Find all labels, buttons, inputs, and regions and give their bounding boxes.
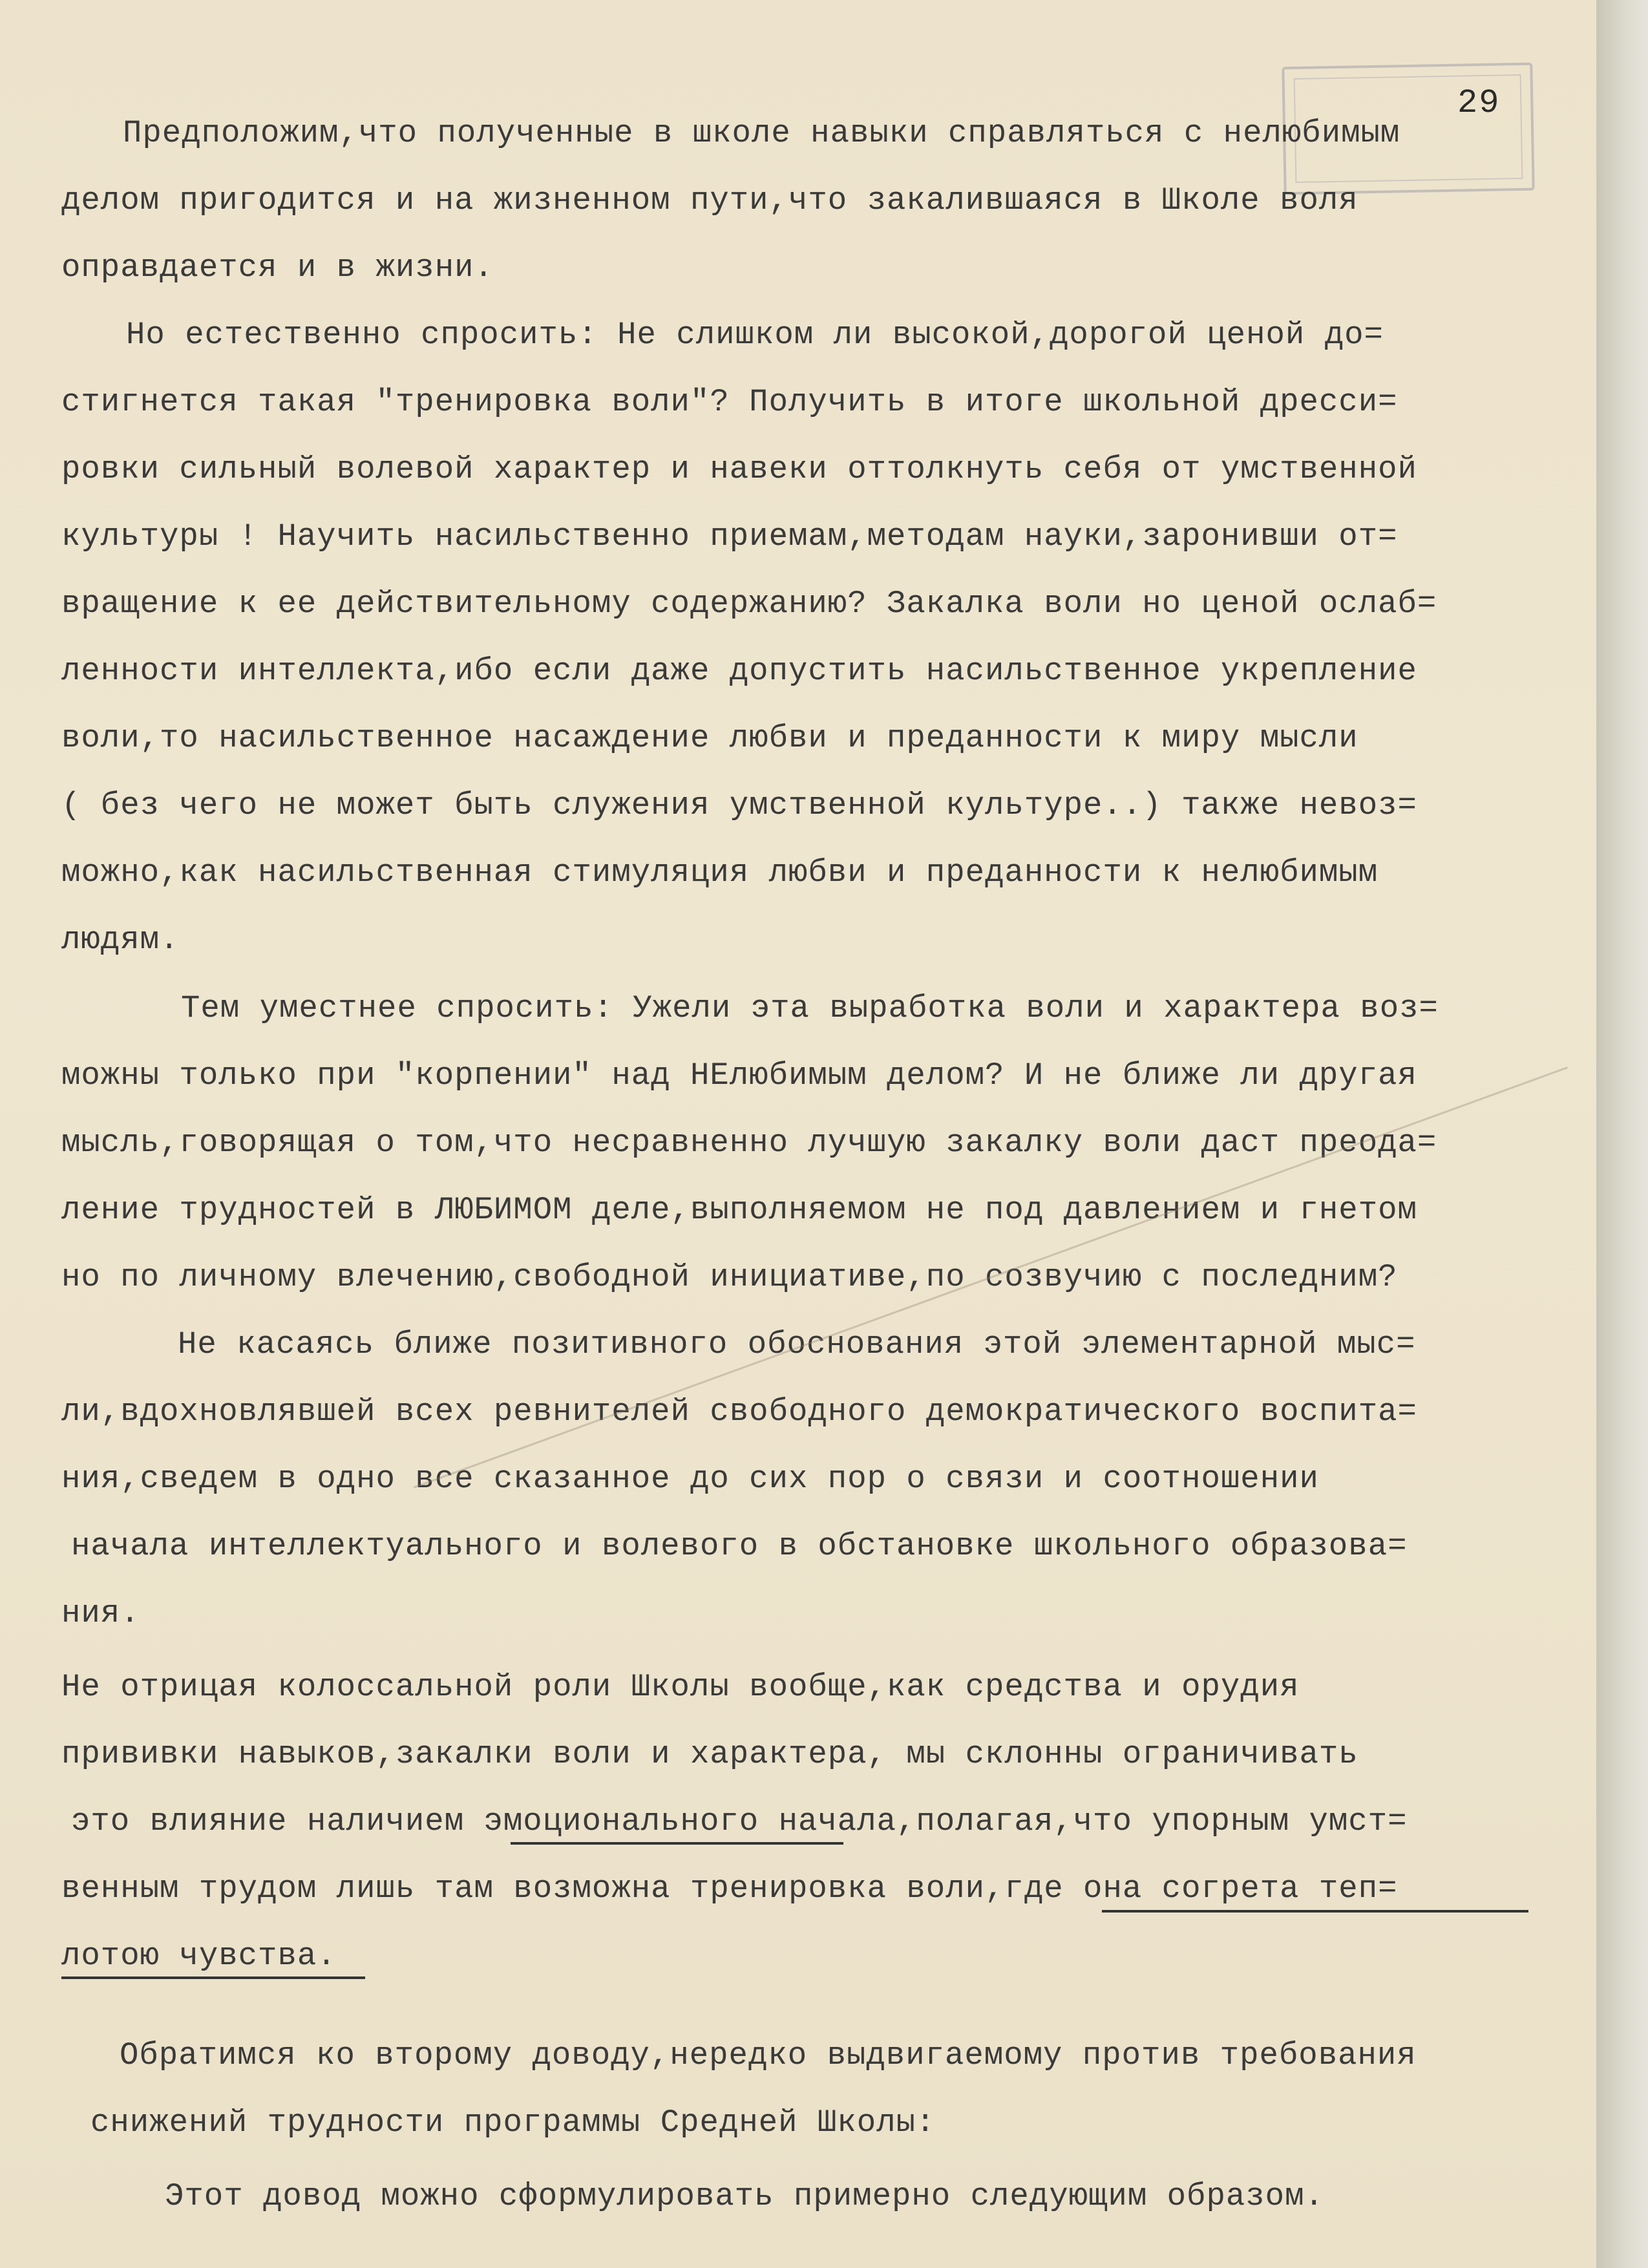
underline bbox=[61, 1977, 365, 1979]
text-line: вращение к ее действительному содержанию? Закалка воли но ценой ослаб= bbox=[61, 586, 1437, 622]
text-line: оправдается и в жизни. bbox=[61, 249, 494, 286]
text-line: лотою чувства. bbox=[61, 1938, 337, 1974]
text-line: Не касаясь ближе позитивного обоснования этой элементарной мыс= bbox=[178, 1326, 1416, 1362]
text-line: ли,вдохновлявшей всех ревнителей свободного демократического воспита= bbox=[61, 1394, 1417, 1430]
text-line: начала интеллектуального и волевого в обстановке школьного образова= bbox=[71, 1528, 1408, 1564]
text-line: ния,сведем в одно все сказанное до сих пор о связи и соотношении bbox=[61, 1461, 1319, 1497]
text-line: это влияние наличием эмоционального начала,полагая,что упорным умст= bbox=[71, 1803, 1408, 1839]
text-line: прививки навыков,закалки воли и характера, мы склонны ограничивать bbox=[61, 1736, 1358, 1772]
page-number: 29 bbox=[1457, 84, 1501, 122]
text-line: Предположим,что полученные в школе навыки справляться с нелюбимым bbox=[123, 115, 1400, 151]
text-line: воли,то насильственное насаждение любви и преданности к миру мысли bbox=[61, 720, 1358, 756]
text-line: ление трудностей в ЛЮБИМОМ деле,выполняемом не под давлением и гнетом bbox=[61, 1192, 1417, 1228]
text-line: ровки сильный волевой характер и навеки оттолкнуть себя от умственной bbox=[61, 451, 1417, 487]
text-line: снижений трудности программы Средней Школы: bbox=[90, 2104, 936, 2141]
text-line: делом пригодится и на жизненном пути,что закалившаяся в Школе воля bbox=[61, 182, 1358, 218]
text-line: можно,как насильственная стимуляция любви и преданности к нелюбимым bbox=[61, 854, 1379, 891]
text-line: ния. bbox=[61, 1595, 140, 1631]
text-line: Но естественно спросить: Не слишком ли высокой,дорогой ценой до= bbox=[126, 317, 1384, 353]
text-line: венным трудом лишь там возможна тренировка воли,где она согрета теп= bbox=[61, 1871, 1398, 1907]
page-edge bbox=[1596, 0, 1648, 2268]
text-line: ленности интеллекта,ибо если даже допустить насильственное укрепление bbox=[61, 653, 1417, 689]
underline bbox=[511, 1842, 843, 1845]
text-line: Этот довод можно сформулировать примерно следующим образом. bbox=[165, 2178, 1324, 2214]
text-line: культуры ! Научить насильственно приемам,методам науки,заронивши от= bbox=[61, 518, 1398, 555]
text-line: ( без чего не может быть служения умственной культуре..) также невоз= bbox=[61, 787, 1417, 823]
text-line: людям. bbox=[61, 922, 180, 958]
text-line: Тем уместнее спросить: Ужели эта выработка воли и характера воз= bbox=[181, 990, 1439, 1026]
text-line: Обратимся ко второму доводу,нередко выдвигаемому против требования bbox=[120, 2037, 1417, 2073]
text-line: мысль,говорящая о том,что несравненно лучшую закалку воли даст преода= bbox=[61, 1125, 1437, 1161]
text-line: можны только при "корпении" над НЕлюбимым делом? И не ближе ли другая bbox=[61, 1057, 1417, 1094]
text-line: Не отрицая колоссальной роли Школы вообще,как средства и орудия bbox=[61, 1669, 1300, 1705]
text-line: но по личному влечению,свободной инициативе,по созвучию с последним? bbox=[61, 1259, 1398, 1295]
underline bbox=[1102, 1910, 1528, 1913]
text-line: стигнется такая "тренировка воли"? Получить в итоге школьной дресси= bbox=[61, 384, 1398, 420]
